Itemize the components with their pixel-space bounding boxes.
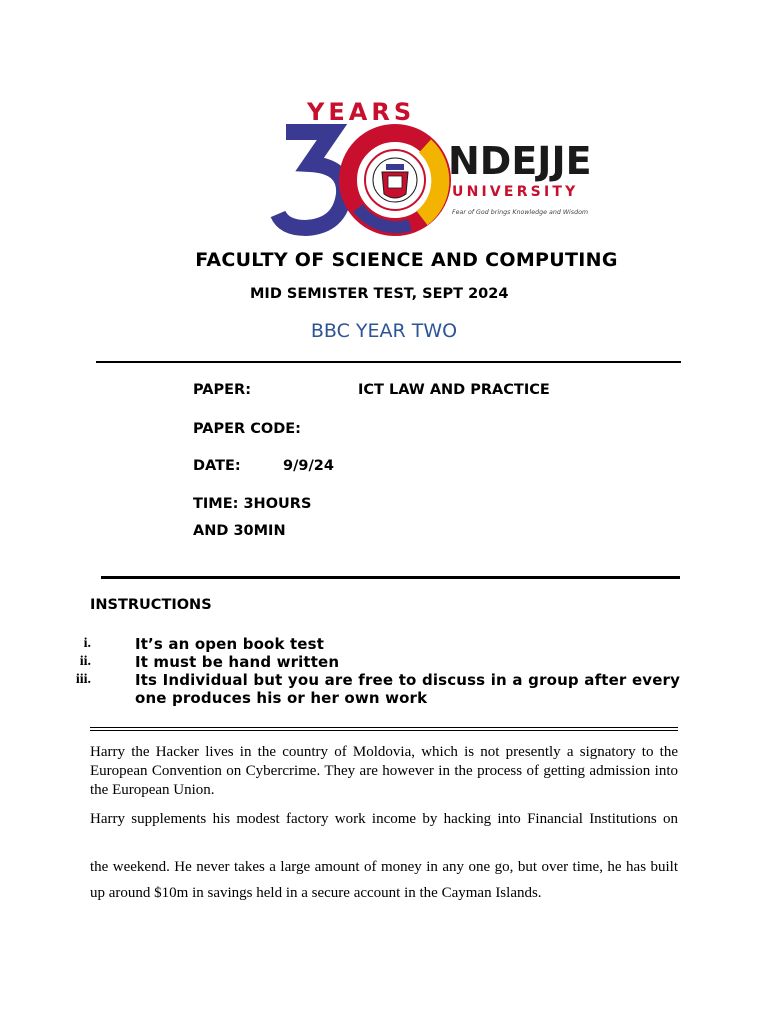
scenario-paragraph-2-line-3: up around $10m in savings held in a secure account in the Cayman Islands. <box>90 885 542 901</box>
scenario-paragraph-2-line-2: the weekend. He never takes a large amount of money in any one go, but over time, he has built <box>90 859 678 875</box>
semester-heading: MID SEMISTER TEST, SEPT 2024 <box>250 286 509 302</box>
list-item <box>75 671 680 707</box>
logo-subtitle-text: UNIVERSITY <box>452 184 579 200</box>
divider-top <box>96 361 681 363</box>
paper-value: ICT LAW AND PRACTICE <box>358 382 550 398</box>
date-label: DATE: <box>193 458 241 474</box>
faculty-heading: FACULTY OF SCIENCE AND COMPUTING <box>195 249 618 271</box>
instructions-title: INSTRUCTIONS <box>90 597 212 613</box>
list-item-text: Its Individual but you are free to discuss in a group after every one produces his or her own work <box>135 671 680 707</box>
time-line-2: AND 30MIN <box>193 523 286 539</box>
logo-name-text: NDEJJE <box>448 139 592 183</box>
ndejje-30-years-logo <box>270 94 600 239</box>
year-heading: BBC YEAR TWO <box>310 320 458 342</box>
logo-years-text: YEARS <box>307 98 416 126</box>
divider-middle <box>101 576 680 579</box>
list-item <box>79 653 680 671</box>
list-item-number: iii. <box>75 672 91 687</box>
date-value: 9/9/24 <box>283 458 334 474</box>
scenario-paragraph-2-line-1: Harry supplements his modest factory work income by hacking into Financial Institutions on <box>90 811 678 827</box>
list-item-number: i. <box>83 636 91 651</box>
logo-three-shape <box>278 132 344 228</box>
paper-label: PAPER: <box>193 382 252 398</box>
list-item-text: It’s an open book test <box>135 635 325 653</box>
time-line-1: TIME: 3HOURS <box>193 496 312 512</box>
logo-motto-text: Fear of God brings Knowledge and Wisdom <box>452 209 589 216</box>
list-item-number: ii. <box>79 654 91 669</box>
scenario-paragraph-1: Harry the Hacker lives in the country of Moldovia, which is not presently a signatory to the European Convention on Cybercrime. They are however in the process of getting admission into the European Union. <box>90 744 678 798</box>
university-logo <box>270 94 600 239</box>
list-item-text: It must be hand written <box>135 653 340 671</box>
paper-code-label: PAPER CODE: <box>193 421 301 437</box>
logo-zero-ring <box>348 133 442 227</box>
instructions-list <box>75 635 680 707</box>
divider-bottom <box>90 727 678 731</box>
list-item <box>83 635 680 653</box>
